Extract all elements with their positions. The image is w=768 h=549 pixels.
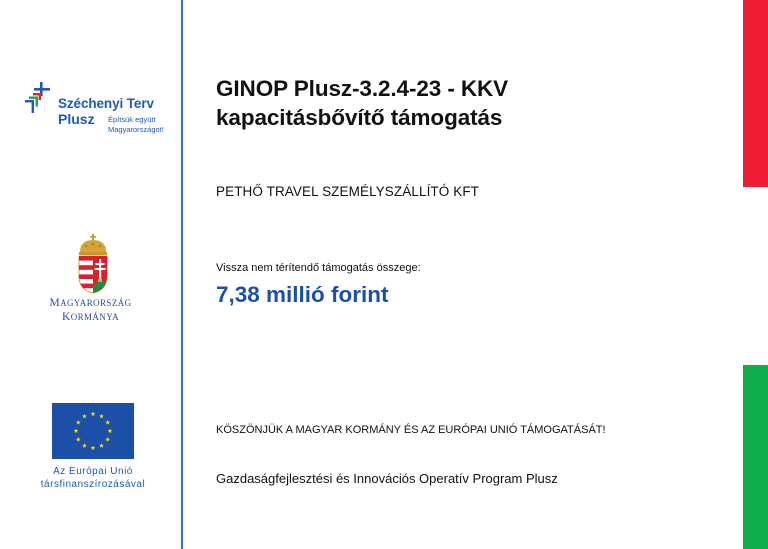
- szechenyi-title: Széchenyi Terv: [58, 96, 154, 111]
- gov-line-2: KORMÁNYA: [61, 311, 120, 323]
- flag-bar-red: [743, 0, 768, 187]
- flag-bar-green: [743, 365, 768, 549]
- page-title: [216, 74, 508, 132]
- szechenyi-terv-plusz-logo: [24, 82, 174, 138]
- grant-amount-label: Vissza nem térítendő támogatás összege:: [216, 262, 421, 274]
- government-logo-text: [0, 296, 181, 324]
- slogan-line-1: Építsük együtt: [108, 115, 156, 124]
- szechenyi-slogan: [108, 115, 164, 135]
- eu-flag-icon: [52, 403, 134, 459]
- thanks-message: KÖSZÖNJÜK A MAGYAR KORMÁNY ÉS AZ EURÓPAI UNIÓ TÁMOGATÁSÁT!: [216, 424, 606, 436]
- beneficiary-company: PETHŐ TRAVEL SZEMÉLYSZÁLLÍTÓ KFT: [216, 184, 480, 199]
- eu-line-2: társfinanszírozásával: [40, 479, 146, 490]
- hungarian-coat-of-arms-icon: [76, 234, 110, 294]
- szechenyi-cross-icon: [24, 82, 56, 114]
- eu-line-1: Az Európai Unió: [53, 466, 133, 477]
- slogan-line-2: Magyarországot!: [108, 125, 164, 134]
- program-name: Gazdaságfejlesztési és Innovációs Operatív Program Plusz: [216, 471, 558, 486]
- title-line-1: GINOP Plusz-3.2.4-23 - KKV: [216, 76, 509, 101]
- left-logo-panel: [0, 0, 181, 549]
- szechenyi-plusz: Plusz: [58, 111, 95, 127]
- grant-amount-value: 7,38 millió forint: [216, 282, 389, 307]
- eu-cofinancing-text: [0, 465, 186, 491]
- vertical-divider: [181, 0, 183, 549]
- gov-line-1: MAGYARORSZÁG: [49, 297, 132, 309]
- title-line-2: kapacitásbővítő támogatás: [216, 105, 503, 130]
